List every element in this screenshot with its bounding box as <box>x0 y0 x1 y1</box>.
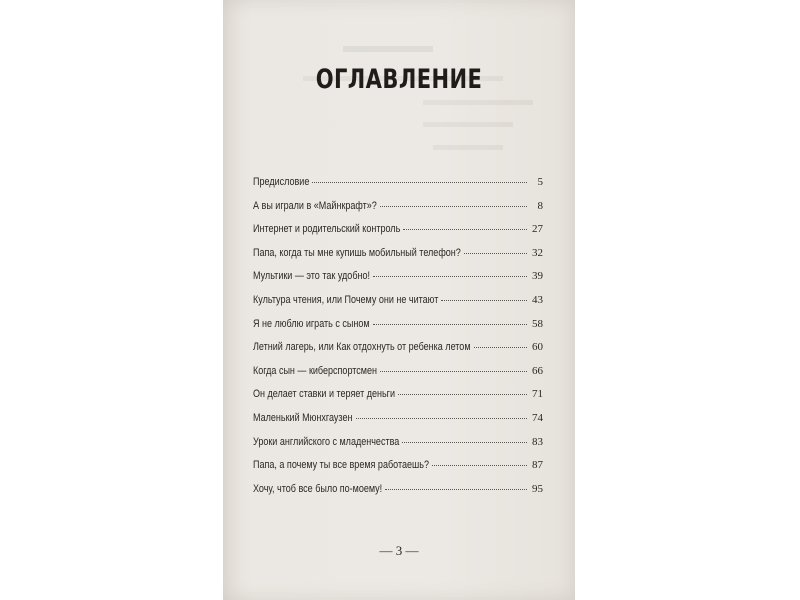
toc-entry-title: Папа, а почему ты все время работаешь? <box>253 459 429 472</box>
toc-entry-title: Интернет и родительский контроль <box>253 223 401 236</box>
toc-entry <box>253 200 543 224</box>
dot-leader <box>474 347 527 348</box>
toc-entry-page: 60 <box>532 341 543 354</box>
dot-leader <box>373 324 527 325</box>
toc-entry-title: Уроки английского с младенчества <box>253 435 400 448</box>
page-title: ОГЛАВЛЕНИЕ <box>315 64 483 95</box>
dot-leader <box>402 442 527 443</box>
bleed-through-texture <box>423 122 513 127</box>
bleed-through-texture <box>343 46 433 52</box>
toc-entry <box>253 318 543 342</box>
bleed-through-texture <box>433 145 503 150</box>
toc-entry <box>253 270 543 294</box>
toc-entry <box>253 294 543 318</box>
dot-leader <box>403 229 527 230</box>
toc-entry <box>253 247 543 271</box>
toc-entry-title: Когда сын — киберспортсмен <box>253 364 377 377</box>
toc-entry <box>253 483 543 507</box>
dot-leader <box>380 206 527 207</box>
toc-entry-page: 43 <box>532 293 543 306</box>
toc-entry-page: 87 <box>532 459 543 472</box>
dot-leader <box>398 394 527 395</box>
toc-entry-page: 39 <box>532 270 543 283</box>
toc-entry-title: Хочу, чтоб все было по-моему! <box>253 482 383 495</box>
toc-entry-page: 5 <box>537 176 543 188</box>
toc-entry <box>253 459 543 483</box>
toc-entry-title: Я не люблю играть с сыном <box>253 317 370 330</box>
toc-entry-page: 66 <box>532 364 543 377</box>
page-number: — 3 — <box>379 543 419 558</box>
toc-entry-page: 71 <box>532 388 543 401</box>
toc-entry-page: 74 <box>532 411 543 424</box>
toc-entry <box>253 388 543 412</box>
dot-leader <box>312 182 527 183</box>
toc-entry-title: Мультики — это так удобно! <box>253 270 370 283</box>
toc-entry <box>253 412 543 436</box>
dot-leader <box>385 489 527 490</box>
table-of-contents <box>253 176 543 506</box>
dot-leader <box>432 465 527 466</box>
toc-entry-title: Культура чтения, или Почему они не читают <box>253 293 439 306</box>
dot-leader <box>356 418 527 419</box>
toc-entry-title: Он делает ставки и теряет деньги <box>253 388 396 401</box>
dot-leader <box>464 253 527 254</box>
toc-entry-page: 58 <box>532 317 543 330</box>
dot-leader <box>380 371 527 372</box>
toc-entry <box>253 341 543 365</box>
toc-entry-page: 83 <box>532 435 543 448</box>
toc-entry <box>253 223 543 247</box>
toc-entry-title: Папа, когда ты мне купишь мобильный телефон? <box>253 246 461 259</box>
toc-entry <box>253 436 543 460</box>
book-page <box>223 0 575 600</box>
bleed-through-texture <box>423 100 533 105</box>
toc-entry <box>253 365 543 389</box>
toc-entry <box>253 176 543 200</box>
toc-entry-title: А вы играли в «Майнкрафт»? <box>253 199 377 212</box>
toc-entry-title: Летний лагерь, или Как отдохнуть от ребенка летом <box>253 341 471 354</box>
toc-entry-title: Маленький Мюнхгаузен <box>253 411 353 424</box>
dot-leader <box>373 276 527 277</box>
toc-entry-page: 27 <box>532 223 543 236</box>
toc-entry-page: 95 <box>532 482 543 495</box>
toc-entry-title: Предисловие <box>253 176 310 188</box>
dot-leader <box>441 300 527 301</box>
toc-entry-page: 32 <box>532 246 543 259</box>
toc-entry-page: 8 <box>537 199 543 212</box>
